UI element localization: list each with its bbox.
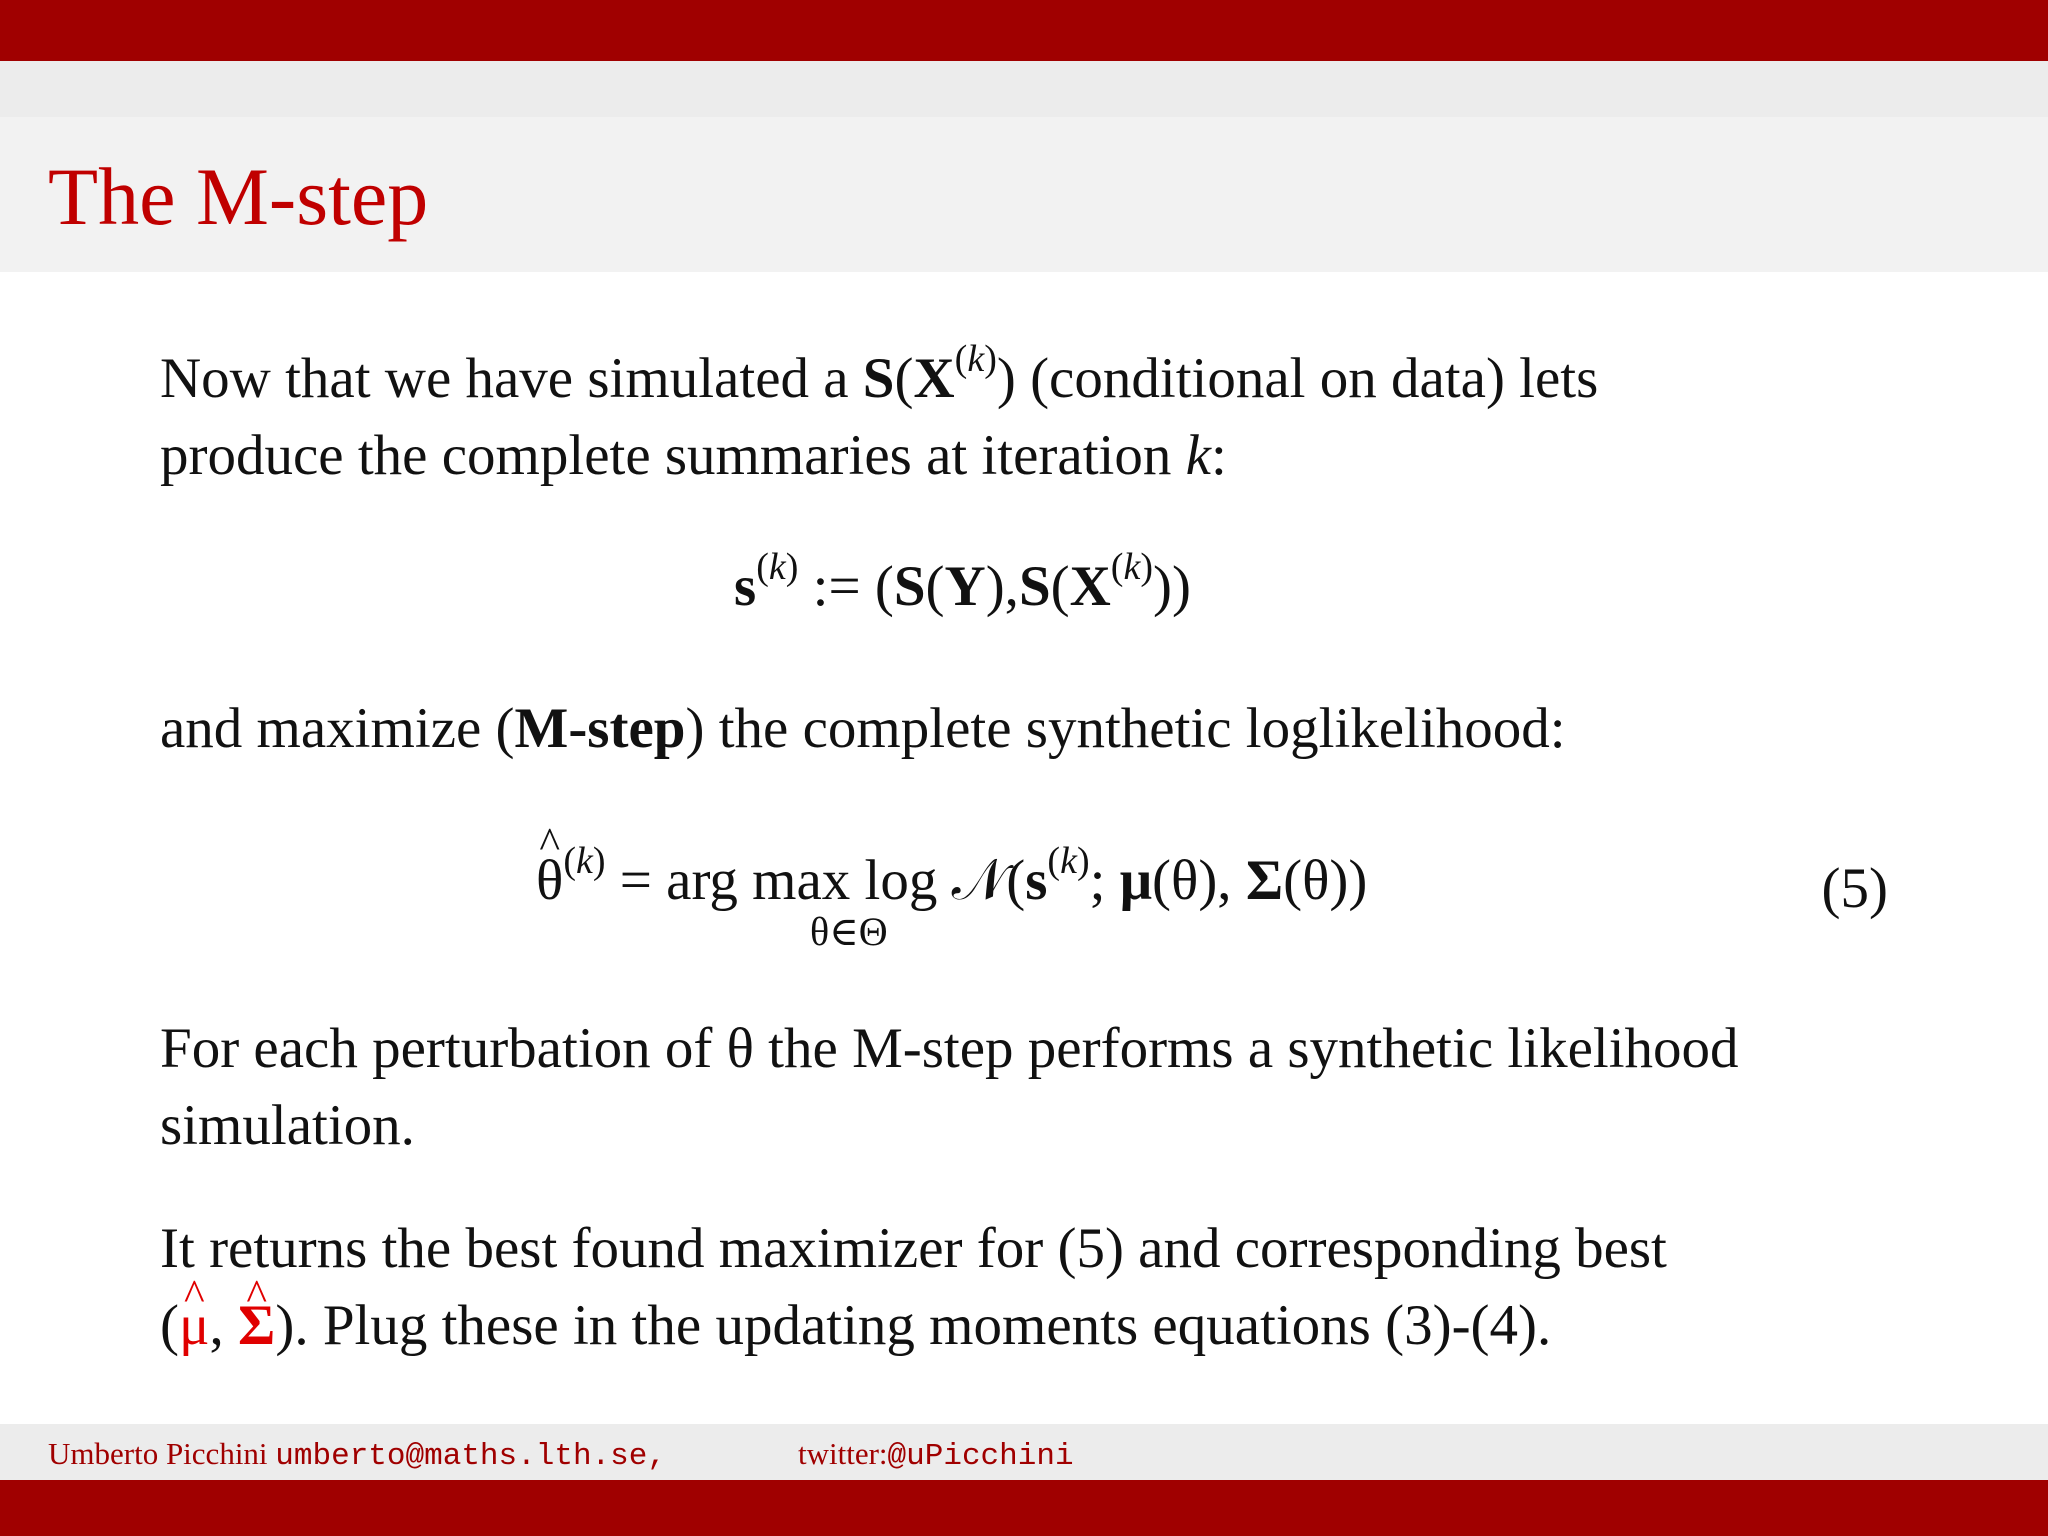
eq1-bold-Y: Y [944,555,986,618]
p1-sup-k: k [967,338,985,380]
p1-italic-k: k [1185,424,1211,487]
eq1-sup-k: k [768,546,786,588]
p4-line1: It returns the best found maximizer for (5) and corresponding best [160,1217,1667,1280]
footer-email: umberto@maths.lth.se, [275,1439,666,1474]
eq2-theta2: θ [1302,849,1330,912]
p4-mu-hat: μ ^ [179,1287,210,1364]
p2-prefix: and maximize ( [160,697,515,760]
eq1-bold-S2: S [1018,555,1051,618]
eq2-bold-sigma: Σ [1245,849,1284,912]
p2-bold-mstep: M-step [514,697,686,760]
footer-twitter-label: twitter: [798,1436,888,1471]
p4-line2: . Plug these in the updating moments equations (3)-(4). [294,1294,1552,1357]
p2-suffix: ) the complete synthetic loglikelihood: [685,697,1566,760]
footer-author-name: Umberto Picchini [48,1436,268,1471]
eq2-theta-hat: θ ^ [536,852,563,909]
paragraph-maximize [160,690,1566,767]
eq1-assign: := [812,555,861,618]
p3-line2: simulation. [160,1094,415,1157]
eq2-equals: = [619,849,652,912]
eq2-sup-k: k [575,840,593,882]
eq2-sup-k2: k [1060,840,1077,882]
eq1-bold-s: s [734,555,757,618]
paragraph-simulated: Now that we have simulated a $S(X^{(k)})$ (conditional on data) lets produce the complete summaries at iteration k: [160,338,1599,487]
p1-suffix: (conditional on data) lets [1015,347,1599,410]
p4-sigma-hat: Σ ^ [238,1287,275,1364]
footer-twitter [798,1436,1074,1474]
eq1-bold-S1: S [893,555,926,618]
paragraph-returns: It returns the best found maximizer for (5) and corresponding best (μ ^, Σ ^). Plug these in the updating moments equations (3)-(4). [160,1210,1667,1364]
eq2-log: log [864,849,938,912]
eq2-argmax-subscript: θ∈Θ [810,909,888,954]
footer-author [48,1436,666,1474]
eq1-sup-k2: k [1123,546,1141,588]
p1-prefix: Now that we have simulated a [160,347,863,410]
eq2-bold-s: s [1025,849,1048,912]
p1-bold-X: X [913,347,955,410]
top-accent-bar [0,0,2048,61]
equation-number: (5) [1821,857,1888,920]
eq2-theta1: θ [1171,849,1199,912]
eq2-argmax: arg max [666,849,851,912]
p1-line2: produce the complete summaries at iteration [160,424,1186,487]
slide-title: The M-step [48,151,429,242]
top-gap-band [0,61,2048,117]
eq1-bold-X: X [1069,555,1111,618]
p3-line1: For each perturbation of θ the M-step performs a synthetic likelihood [160,1017,1739,1080]
eq2-bold-mu: μ [1119,849,1153,912]
equation-complete-summaries: $s^{(k)}$ := $(S(Y),S(X^{(k)}))$ [734,546,1191,618]
paragraph-perturbation [160,1010,1739,1164]
p1-colon: : [1210,424,1227,487]
bottom-accent-bar [0,1480,2048,1536]
eq2-normal-N: 𝒩 [951,849,1007,912]
equation-mstep: θ ^$^{(k)}$ = arg $\max \log 𝒩(s^{(k)}$; μ(θ), Σ(θ)) [536,852,1367,909]
footer-twitter-handle: @uPicchini [887,1439,1074,1474]
p1-bold-S: S [862,347,895,410]
